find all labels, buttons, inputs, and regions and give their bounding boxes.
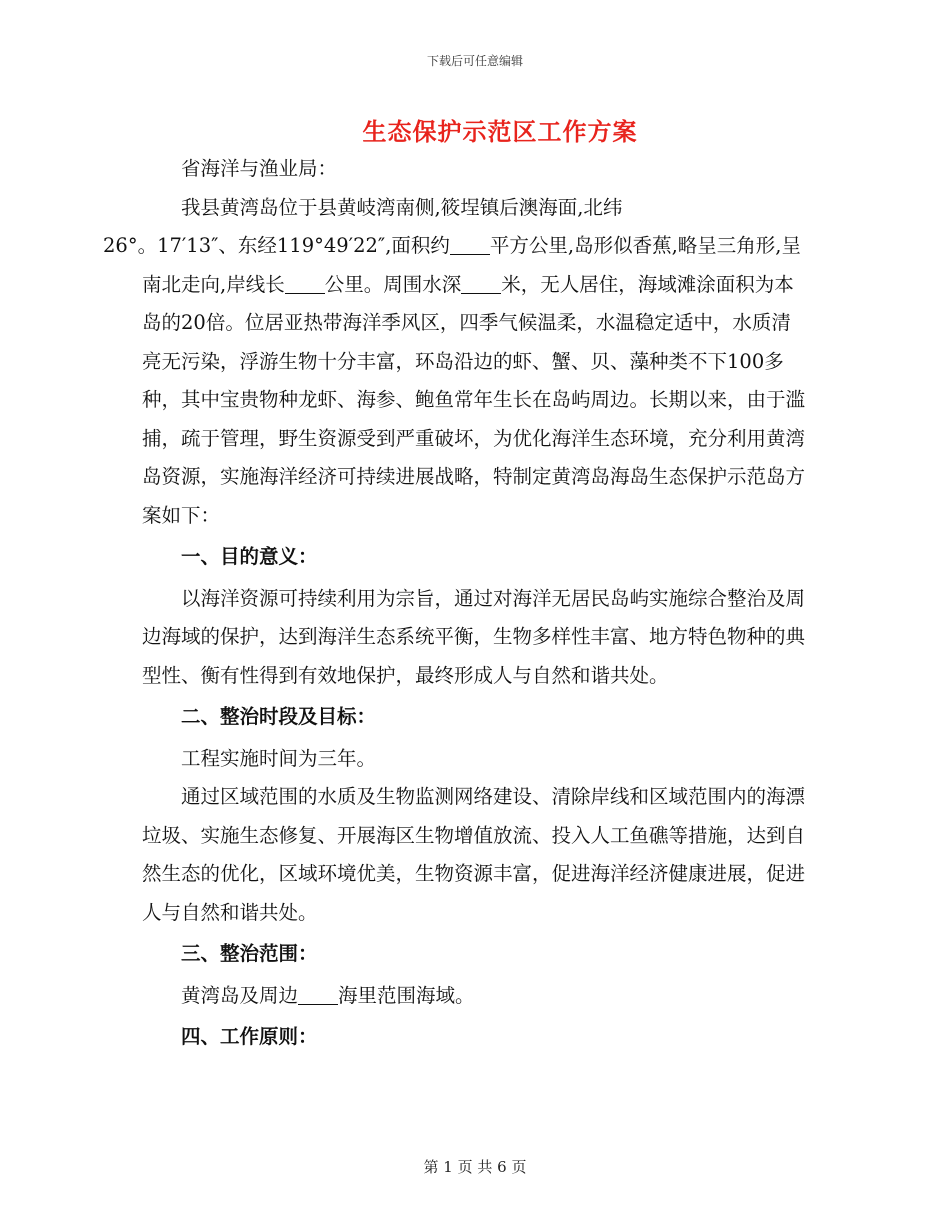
document-title: 生态保护示范区工作方案	[362, 117, 638, 146]
section1-heading: 一、目的意义：	[181, 545, 318, 568]
section3-text-2: 海里范围海域。	[338, 983, 475, 1007]
intro-text-4: 米，无人居住，海域滩涂面积为本岛的20倍。位居亚热带海洋季风区，四季气候温柔，水温稳定适中，水质清亮无污染，浮游生物十分丰富，环岛沿边的虾、蟹、贝、藻种类不下100多种，其中宝贵物种龙虾、海参、鲍鱼常年生长在岛屿周边。长期以来，由于滥捕，疏于管理，野生资源受到严重破坏，为优化海洋生态环境，充分利用黄湾岛资源，实施海洋经济可持续进展战略，特制定黄湾岛海岛生态保护示范岛方案如下：	[142, 272, 806, 527]
intro-text-2: 平方公里,岛形似香蕉,略呈三角形,呈南北走向,岸线长	[142, 234, 802, 296]
blank-area	[450, 235, 490, 256]
blank-depth	[461, 273, 501, 294]
intro-line1: 我县黄湾岛位于县黄岐湾南侧,筱埕镇后澳海面,北纬	[181, 195, 623, 219]
section4-heading: 四、工作原则：	[181, 1025, 318, 1048]
page-footer: 第 1 页 共 6 页	[423, 1158, 527, 1176]
section3-heading: 三、整治范围：	[181, 942, 318, 965]
section2-heading: 二、整治时段及目标：	[181, 705, 377, 728]
document-body	[103, 150, 806, 1060]
section3-text-1: 黄湾岛及周边	[181, 983, 299, 1007]
section2-body2: 通过区域范围的水质及生物监测网络建设、清除岸线和区域范围内的海漂垃圾、实施生态修复、开展海区生物增值放流、投入人工鱼礁等措施，达到自然生态的优化，区域环境优美，生物资源丰富，促进海洋经济健康进展，促进人与自然和谐共处。	[142, 785, 806, 924]
intro-paragraph	[103, 189, 806, 536]
intro-text-3: 公里。周围水深	[324, 272, 462, 296]
header-note: 下载后可任意编辑	[426, 54, 523, 68]
intro-text-1: 26°。17′13″、东经119°49′22″,面积约	[103, 234, 450, 257]
blank-sea-range	[298, 984, 338, 1005]
salutation: 省海洋与渔业局：	[181, 157, 338, 180]
section3-body	[142, 977, 806, 1016]
section2-body1: 工程实施时间为三年。	[181, 746, 377, 770]
section1-body: 以海洋资源可持续利用为宗旨，通过对海洋无居民岛屿实施综合整治及周边海域的保护，达到海洋生态系统平衡，生物多样性丰富、地方特色物种的典型性、衡有性得到有效地保护，最终形成人与自然和谐共处。	[142, 586, 806, 687]
blank-coastline	[285, 273, 325, 294]
